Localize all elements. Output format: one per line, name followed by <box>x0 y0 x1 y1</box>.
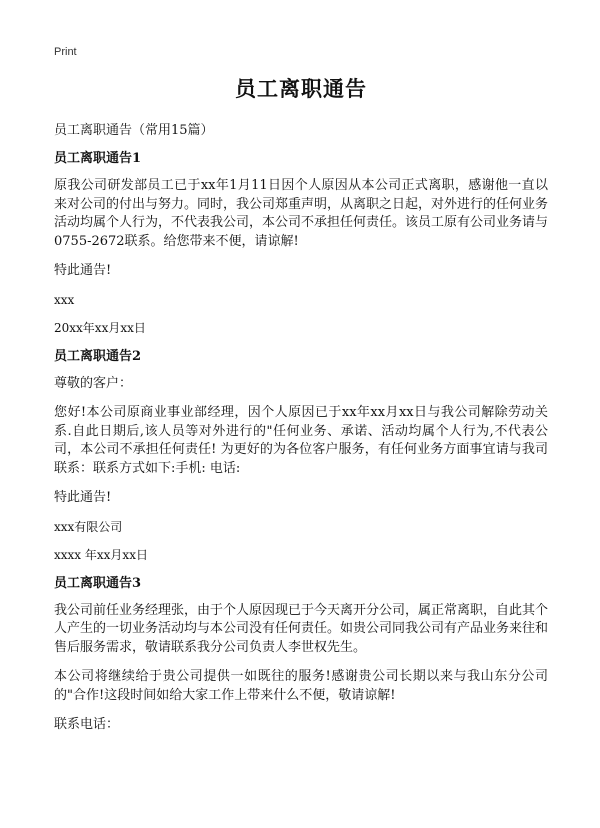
paragraph: 尊敬的客户： <box>54 375 133 391</box>
paragraph: 特此通告! <box>54 263 112 278</box>
paragraph: 本公司将继续给于贵公司提供一如既往的服务!感谢贵公司长期以来与我山东分公司的"合作!这段时间如给大家工作上带来什么不便，敬请谅解! <box>54 669 548 703</box>
section-heading: 员工离职通告1 <box>54 151 142 166</box>
date: xxxx 年xx月xx日 <box>54 547 148 562</box>
paragraph: 特此通告! <box>54 490 112 505</box>
notice-section-2 <box>54 348 548 564</box>
date: 20xx年xx月xx日 <box>54 320 146 335</box>
notice-section-1 <box>54 150 548 337</box>
document-subtitle: 员工离职通告（常用15篇） <box>54 123 214 138</box>
paragraph: 我公司前任业务经理张，由于个人原因现已于今天离开分公司，属正常离职，自此其个人产生的一切业务活动均与本公司没有任何责任。如贵公司同我公司有产品业务来往和售后服务需求，敬请联系我分公司负责人李世权先生。 <box>54 602 549 655</box>
paragraph: 联系电话： <box>54 717 120 732</box>
section-heading: 员工离职通告3 <box>54 575 142 591</box>
notice-section-3 <box>54 575 548 735</box>
paragraph: 原我公司研发部员工已于xx年1月11日因个人原因从本公司正式离职，感谢他一直以来对公司的付出与努力。同时，我公司郑重声明，从离职之日起，对外进行的任何业务活动均属个人行为，不代表我公司，本公司不承担任何责任。该员工原有公司业务请与0755-2672联系。给您带来不便，请谅解! <box>54 178 549 249</box>
print-label: Print <box>54 46 77 58</box>
section-heading: 员工离职通告2 <box>54 348 142 364</box>
signature: xxx <box>54 292 75 307</box>
document-title: 员工离职通告 <box>235 76 367 101</box>
signature: xxx有限公司 <box>54 519 123 534</box>
paragraph: 您好!本公司原商业事业部经理，因个人原因已于xx年xx月xx日与我公司解除劳动关系.自此日期后,该人员等对外进行的"任何业务、承诺、活动均属个人行为,不代表公司，本公司不承担任何责任! 为更好的为各位客户服务，有任何业务方面事宜请与我司联系：联系方式如下:手机: 电话: <box>54 405 548 476</box>
